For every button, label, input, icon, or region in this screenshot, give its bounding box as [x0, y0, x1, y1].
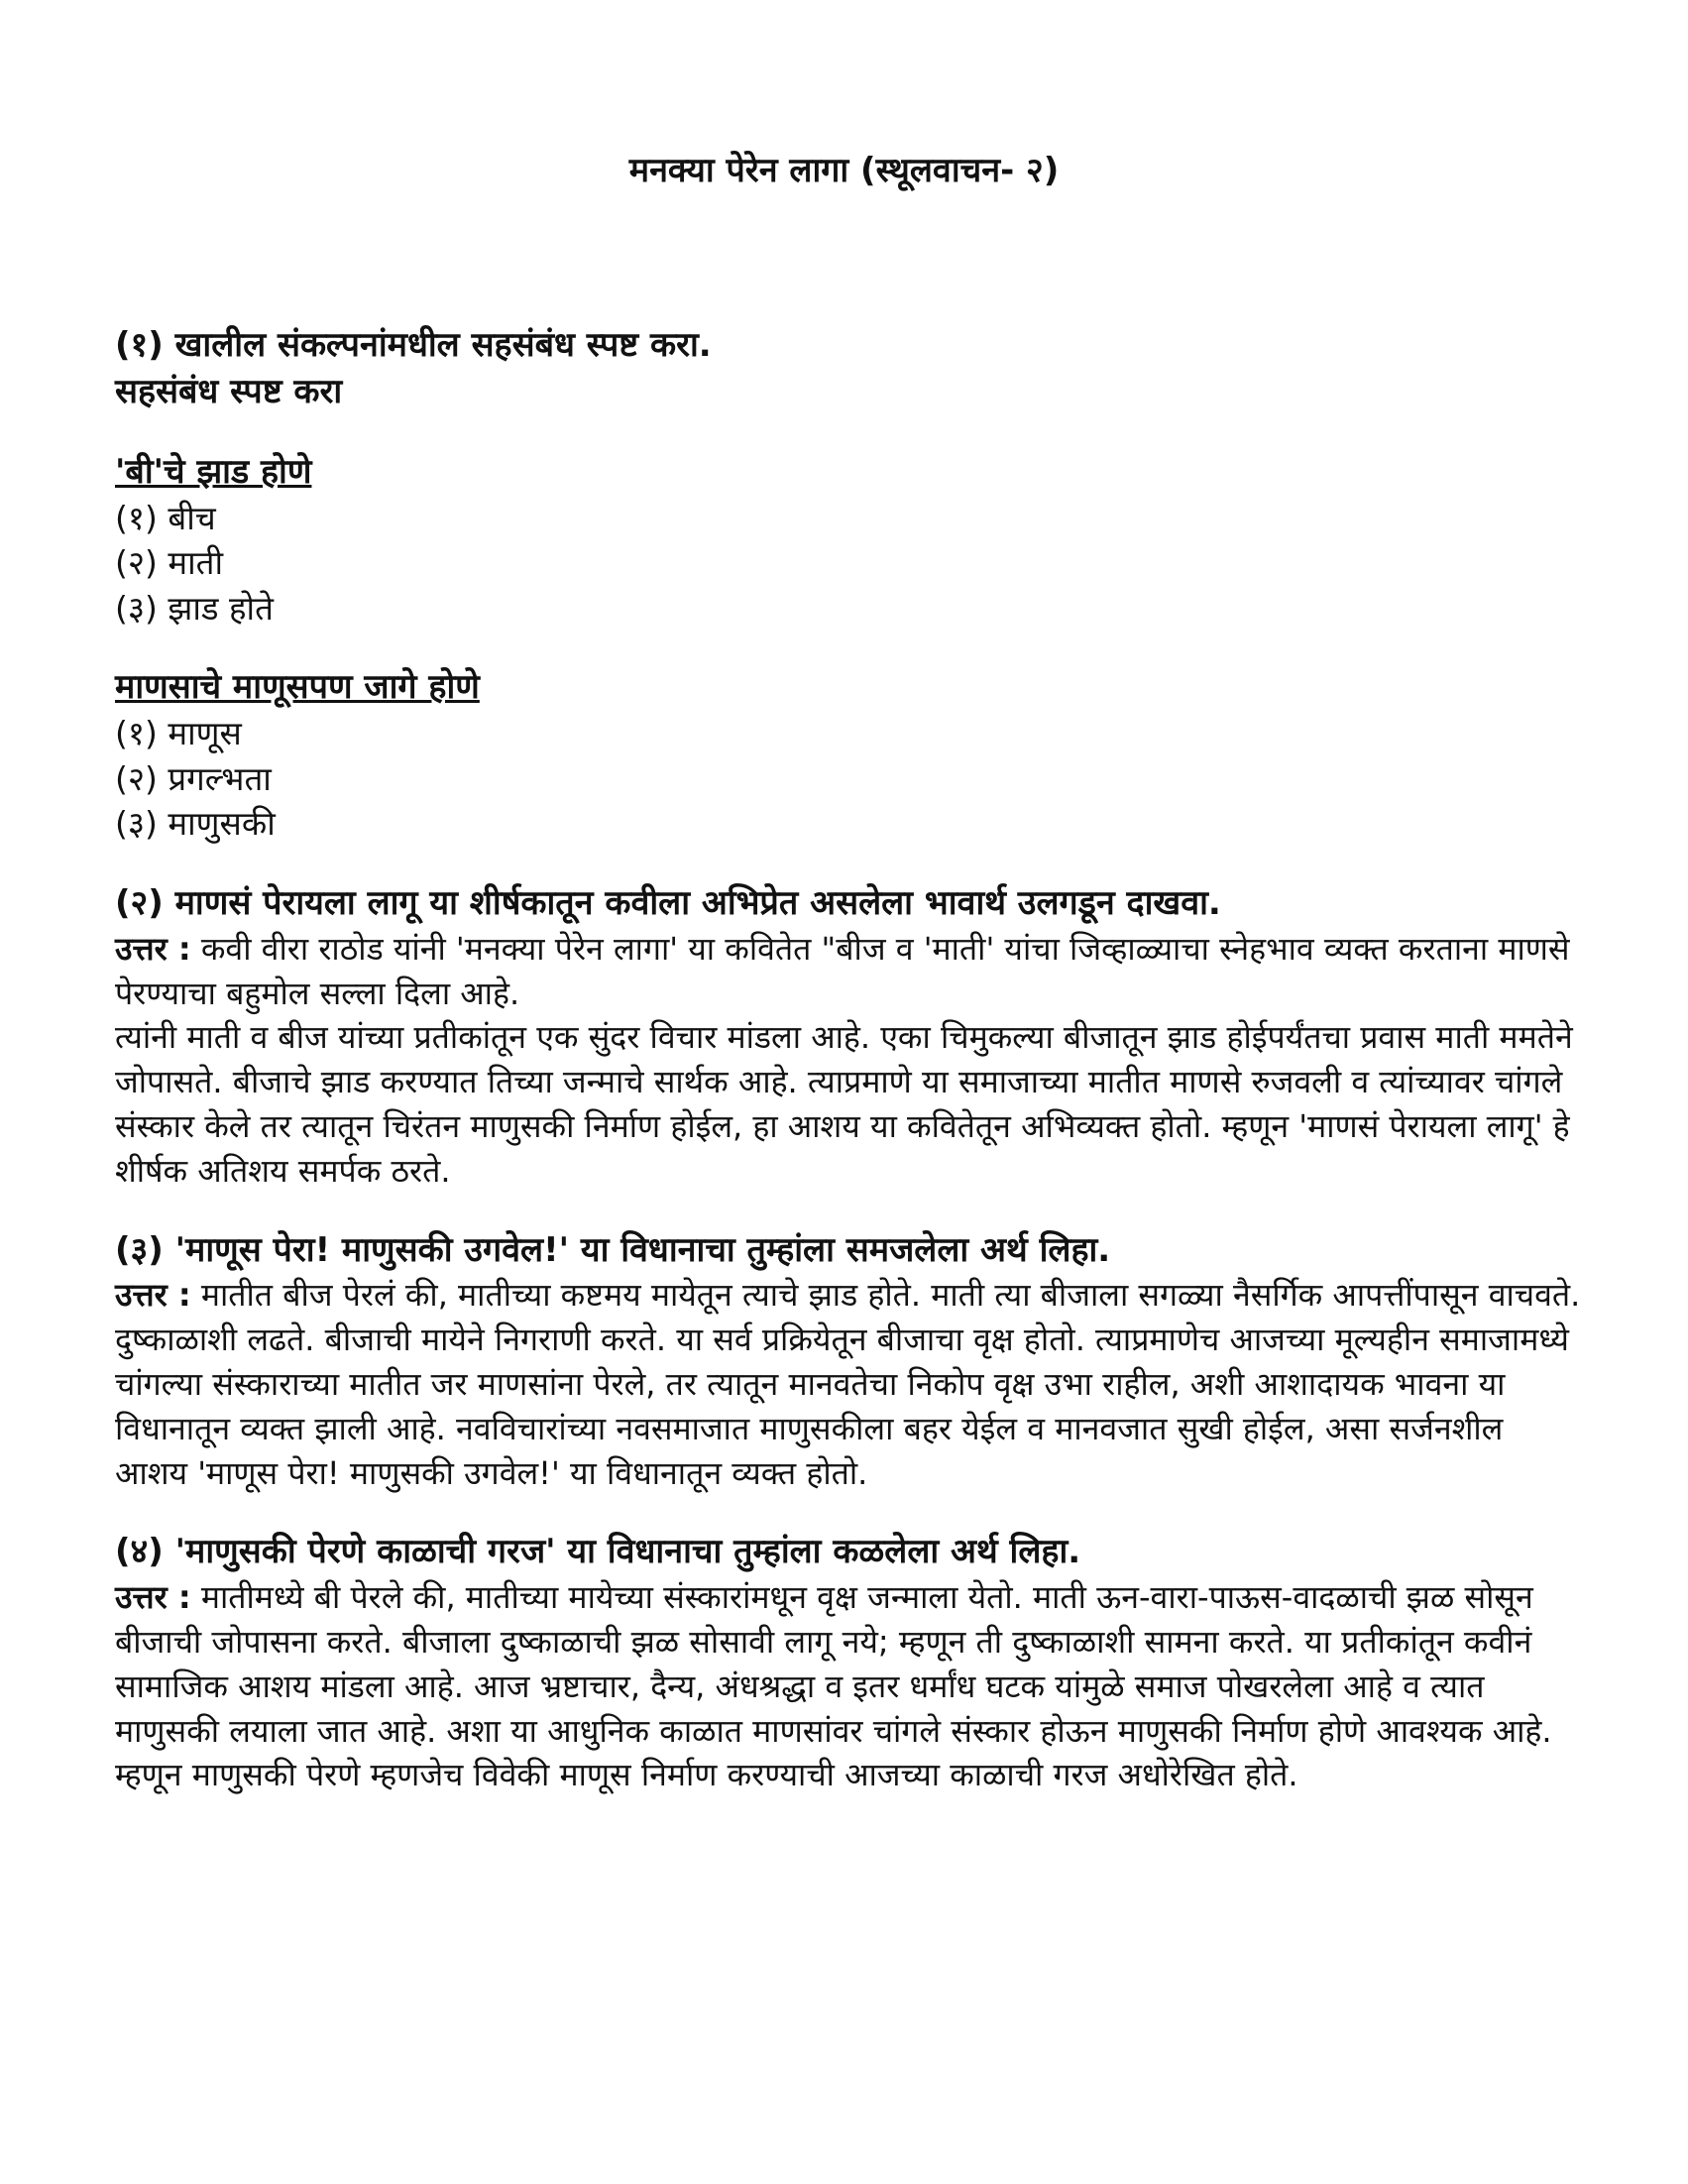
question-1-subheading: सहसंबंध स्पष्ट करा — [115, 371, 343, 411]
group-1-item: (१) बीच — [115, 498, 216, 537]
page-title: मनक्या पेरेन लागा (स्थूलवाचन- २) — [628, 151, 1060, 190]
group-1-title: 'बी'चे झाड होणे — [115, 451, 312, 492]
question-4-heading: (४) 'माणुसकी पेरणे काळाची गरज' या विधानाचा तुम्हांला कळलेला अर्थ लिहा. — [115, 1532, 1081, 1572]
answer-label: उत्तर : — [115, 1276, 191, 1315]
question-4-answer — [115, 1575, 1582, 1797]
question-2 — [115, 880, 1582, 1194]
answer-label: उत्तर : — [115, 929, 191, 968]
answer-text: मातीत बीज पेरलं की, मातीच्या कष्टमय मायेतून त्याचे झाड होते. माती त्या बीजाला सगळ्या नैसर्गिक आपत्तींपासून वाचवते. दुष्काळाशी लढते. बीजाची मायेने निगराणी करते. या सर्व प्रक्रियेतून बीजाचा वृक्ष होतो. त्याप्रमाणेच आजच्या मूल्यहीन समाजामध्ये चांगल्या संस्काराच्या मातीत जर माणसांना पेरले, तर त्यातून मानवतेचा निकोप वृक्ष उभा राहील, अशी आशादायक भावना या विधानातून व्यक्त झाली आहे. नवविचारांच्या नवसमाजात माणुसकीला बहर येईल व मानवजात सुखी होईल, असा सर्जनशील आशय 'माणूस पेरा! माणुसकी उगवेल!' या विधानातून व्यक्त होतो. — [115, 1276, 1581, 1492]
answer-text: कवी वीरा राठोड यांनी 'मनक्या पेरेन लागा' या कवितेत "बीज व 'माती' यांचा जिव्हाळ्याचा स्नेहभाव व्यक्त करताना माणसे पेरण्याचा बहुमोल सल्ला दिला आहे. — [115, 929, 1570, 1012]
document-body — [115, 322, 1582, 1797]
group-2-item: (३) माणुसकी — [115, 804, 276, 844]
question-4 — [115, 1529, 1582, 1797]
group-2-title: माणसाचे माणूसपण जागे होणे — [115, 667, 480, 708]
answer-label: उत्तर : — [115, 1578, 191, 1617]
answer-text: मातीमध्ये बी पेरले की, मातीच्या मायेच्या संस्कारांमधून वृक्ष जन्माला येतो. माती ऊन-वारा-पाऊस-वादळाची झळ सोसून बीजाची जोपासना करते. बीजाला दुष्काळाची झळ सोसावी लागू नये; म्हणून ती दुष्काळाशी सामना करते. या प्रतीकांतून कवीनं सामाजिक आशय मांडला आहे. आज भ्रष्टाचार, दैन्य, अंधश्रद्धा व इतर धर्मांध घटक यांमुळे समाज पोखरलेला आहे व त्यात माणुसकी लयाला जात आहे. अशा या आधुनिक काळात माणसांवर चांगले संस्कार होऊन माणुसकी निर्माण होणे आवश्यक आहे. म्हणून माणुसकी पेरणे म्हणजेच विवेकी माणूस निर्माण करण्याची आजच्या काळाची गरज अधोरेखित होते. — [115, 1578, 1552, 1794]
question-2-answer — [115, 927, 1582, 1016]
question-1 — [115, 322, 1582, 847]
question-2-heading: (२) माणसं पेरायला लागू या शीर्षकातून कवीला अभिप्रेत असलेला भावार्थ उलगडून दाखवा. — [115, 882, 1221, 923]
question-2-answer-continued: त्यांनी माती व बीज यांच्या प्रतीकांतून एक सुंदर विचार मांडला आहे. एका चिमुकल्या बीजातून झाड होईपर्यंतचा प्रवास माती ममतेने जोपासते. बीजाचे झाड करण्यात तिच्या जन्माचे सार्थक आहे. त्याप्रमाणे या समाजाच्या मातीत माणसे रुजवली व त्यांच्यावर चांगले संस्कार केले तर त्यातून चिरंतन माणुसकी निर्माण होईल, हा आशय या कवितेतून अभिव्यक्त होतो. म्हणून 'माणसं पेरायला लागू' हे शीर्षक अतिशय समर्पक ठरते. — [115, 1018, 1573, 1190]
group-1-item: (२) माती — [115, 543, 224, 583]
question-1-heading: (१) खालील संकल्पनांमधील सहसंबंध स्पष्ट करा. — [115, 325, 712, 365]
question-3-answer — [115, 1273, 1582, 1495]
question-3-heading: (३) 'माणूस पेरा! माणुसकी उगवेल!' या विधानाचा तुम्हांला समजलेला अर्थ लिहा. — [115, 1229, 1111, 1270]
group-1-item: (३) झाड होते — [115, 588, 274, 628]
group-2-item: (२) प्रगल्भता — [115, 758, 272, 798]
question-3 — [115, 1227, 1582, 1496]
group-2-item: (१) माणूस — [115, 714, 242, 753]
